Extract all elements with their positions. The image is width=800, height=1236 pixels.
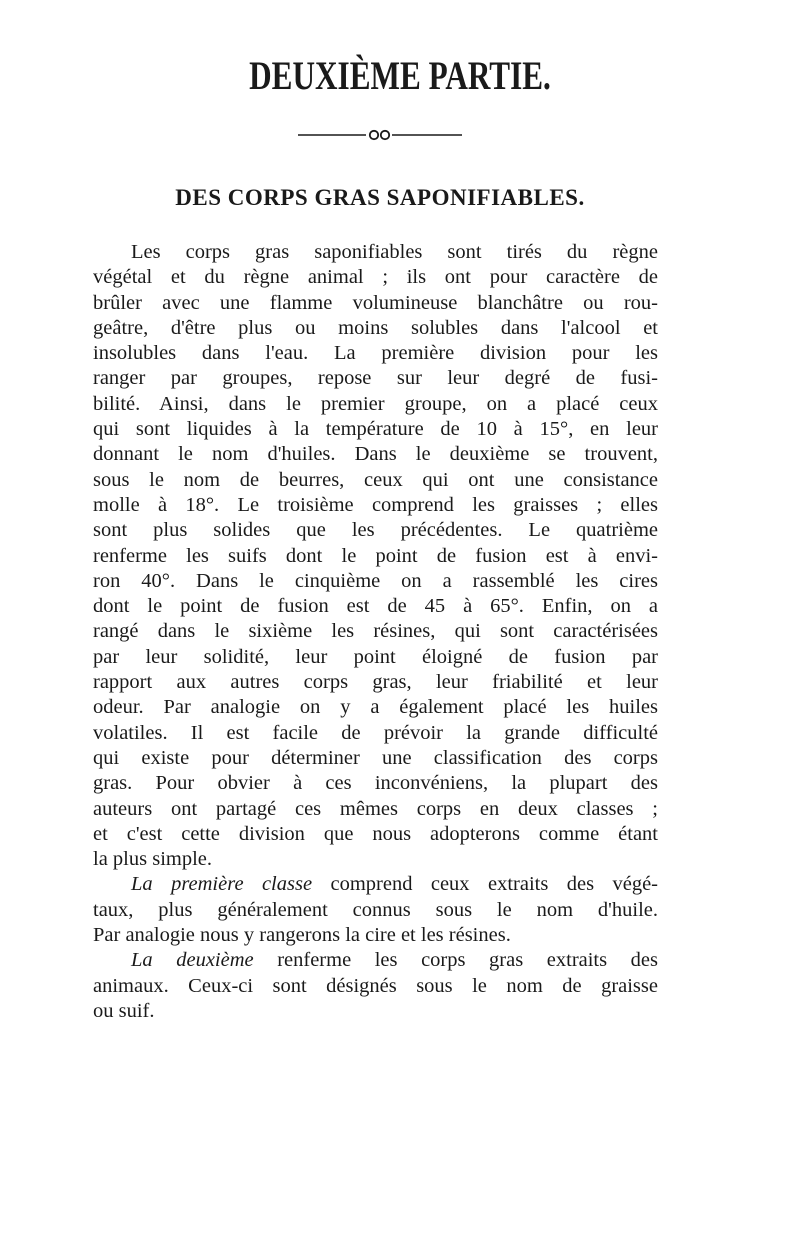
line-rest: comprend ceux extraits des végé- (312, 873, 658, 896)
text-line: rapport aux autres corps gras, leur friabilité et leur (93, 671, 658, 694)
italic-lead: La première classe (131, 873, 313, 896)
text-line: rangé dans le sixième les résines, qui sont caractérisées (93, 620, 658, 643)
text-line: Les corps gras saponifiables sont tirés du règne (131, 241, 658, 263)
text-line: gras. Pour obvier à ces inconvéniens, la plupart des (93, 772, 658, 795)
section-title: DES CORPS GRAS SAPONIFIABLES. (175, 185, 585, 210)
text-line: qui existe pour déterminer une classification des corps (93, 746, 658, 769)
text-line: végétal et du règne animal ; ils ont pour caractère de (93, 266, 658, 289)
text-line: insolubles dans l'eau. La première division pour les (93, 342, 658, 365)
text-line: animaux. Ceux-ci sont désignés sous le nom de graisse (93, 974, 658, 997)
paragraph-2 (93, 872, 658, 948)
text-line: par leur solidité, leur point éloigné de fusion par (93, 645, 658, 668)
text-line: qui sont liquides à la température de 10 à 15°, en leur (93, 418, 658, 441)
text-line: geâtre, d'être plus ou moins solubles dans l'alcool et (93, 316, 658, 339)
paragraph-1 (93, 240, 658, 872)
body-text (93, 240, 658, 1024)
text-line: bilité. Ainsi, dans le premier groupe, on a placé ceux (93, 392, 658, 415)
text-line: Par analogie nous y rangerons la cire et les résines. (93, 924, 511, 947)
line-rest: renferme les corps gras extraits des (253, 949, 659, 972)
part-title: DEUXIÈME PARTIE. (249, 53, 551, 98)
text-line: molle à 18°. Le troisième comprend les graisses ; elles (93, 493, 658, 516)
text-line: la plus simple. (93, 848, 213, 871)
text-line: sous le nom de beurres, ceux qui ont une consistance (93, 468, 658, 491)
text-line: ou suif. (93, 999, 155, 1022)
text-line: odeur. Par analogie on y a également placé les huiles (93, 696, 658, 719)
text-line: dont le point de fusion est de 45 à 65°. Enfin, on a (93, 595, 658, 618)
text-line: ron 40°. Dans le cinquième on a rassemblé les cires (93, 569, 658, 592)
text-line: auteurs ont partagé ces mêmes corps en deux classes ; (93, 797, 658, 820)
text-line: donnant le nom d'huiles. Dans le deuxième se trouvent, (93, 443, 658, 466)
text-line: taux, plus généralement connus sous le nom d'huile. (93, 898, 658, 921)
text-line (93, 948, 658, 973)
text-line: brûler avec une flamme volumineuse blanchâtre ou rou- (93, 291, 658, 314)
text-line: sont plus solides que les précédentes. Le quatrième (93, 519, 658, 542)
paragraph-3 (93, 948, 658, 1024)
text-line (93, 872, 658, 897)
text-line: renferme les suifs dont le point de fusion est à envi- (93, 544, 658, 567)
text-line: et c'est cette division que nous adopterons comme étant (93, 822, 658, 845)
italic-lead: La deuxième (131, 949, 254, 972)
ornament-divider-icon (296, 128, 466, 142)
text-line: volatiles. Il est facile de prévoir la grande difficulté (93, 721, 658, 744)
text-line: ranger par groupes, repose sur leur degré de fusi- (93, 367, 658, 390)
